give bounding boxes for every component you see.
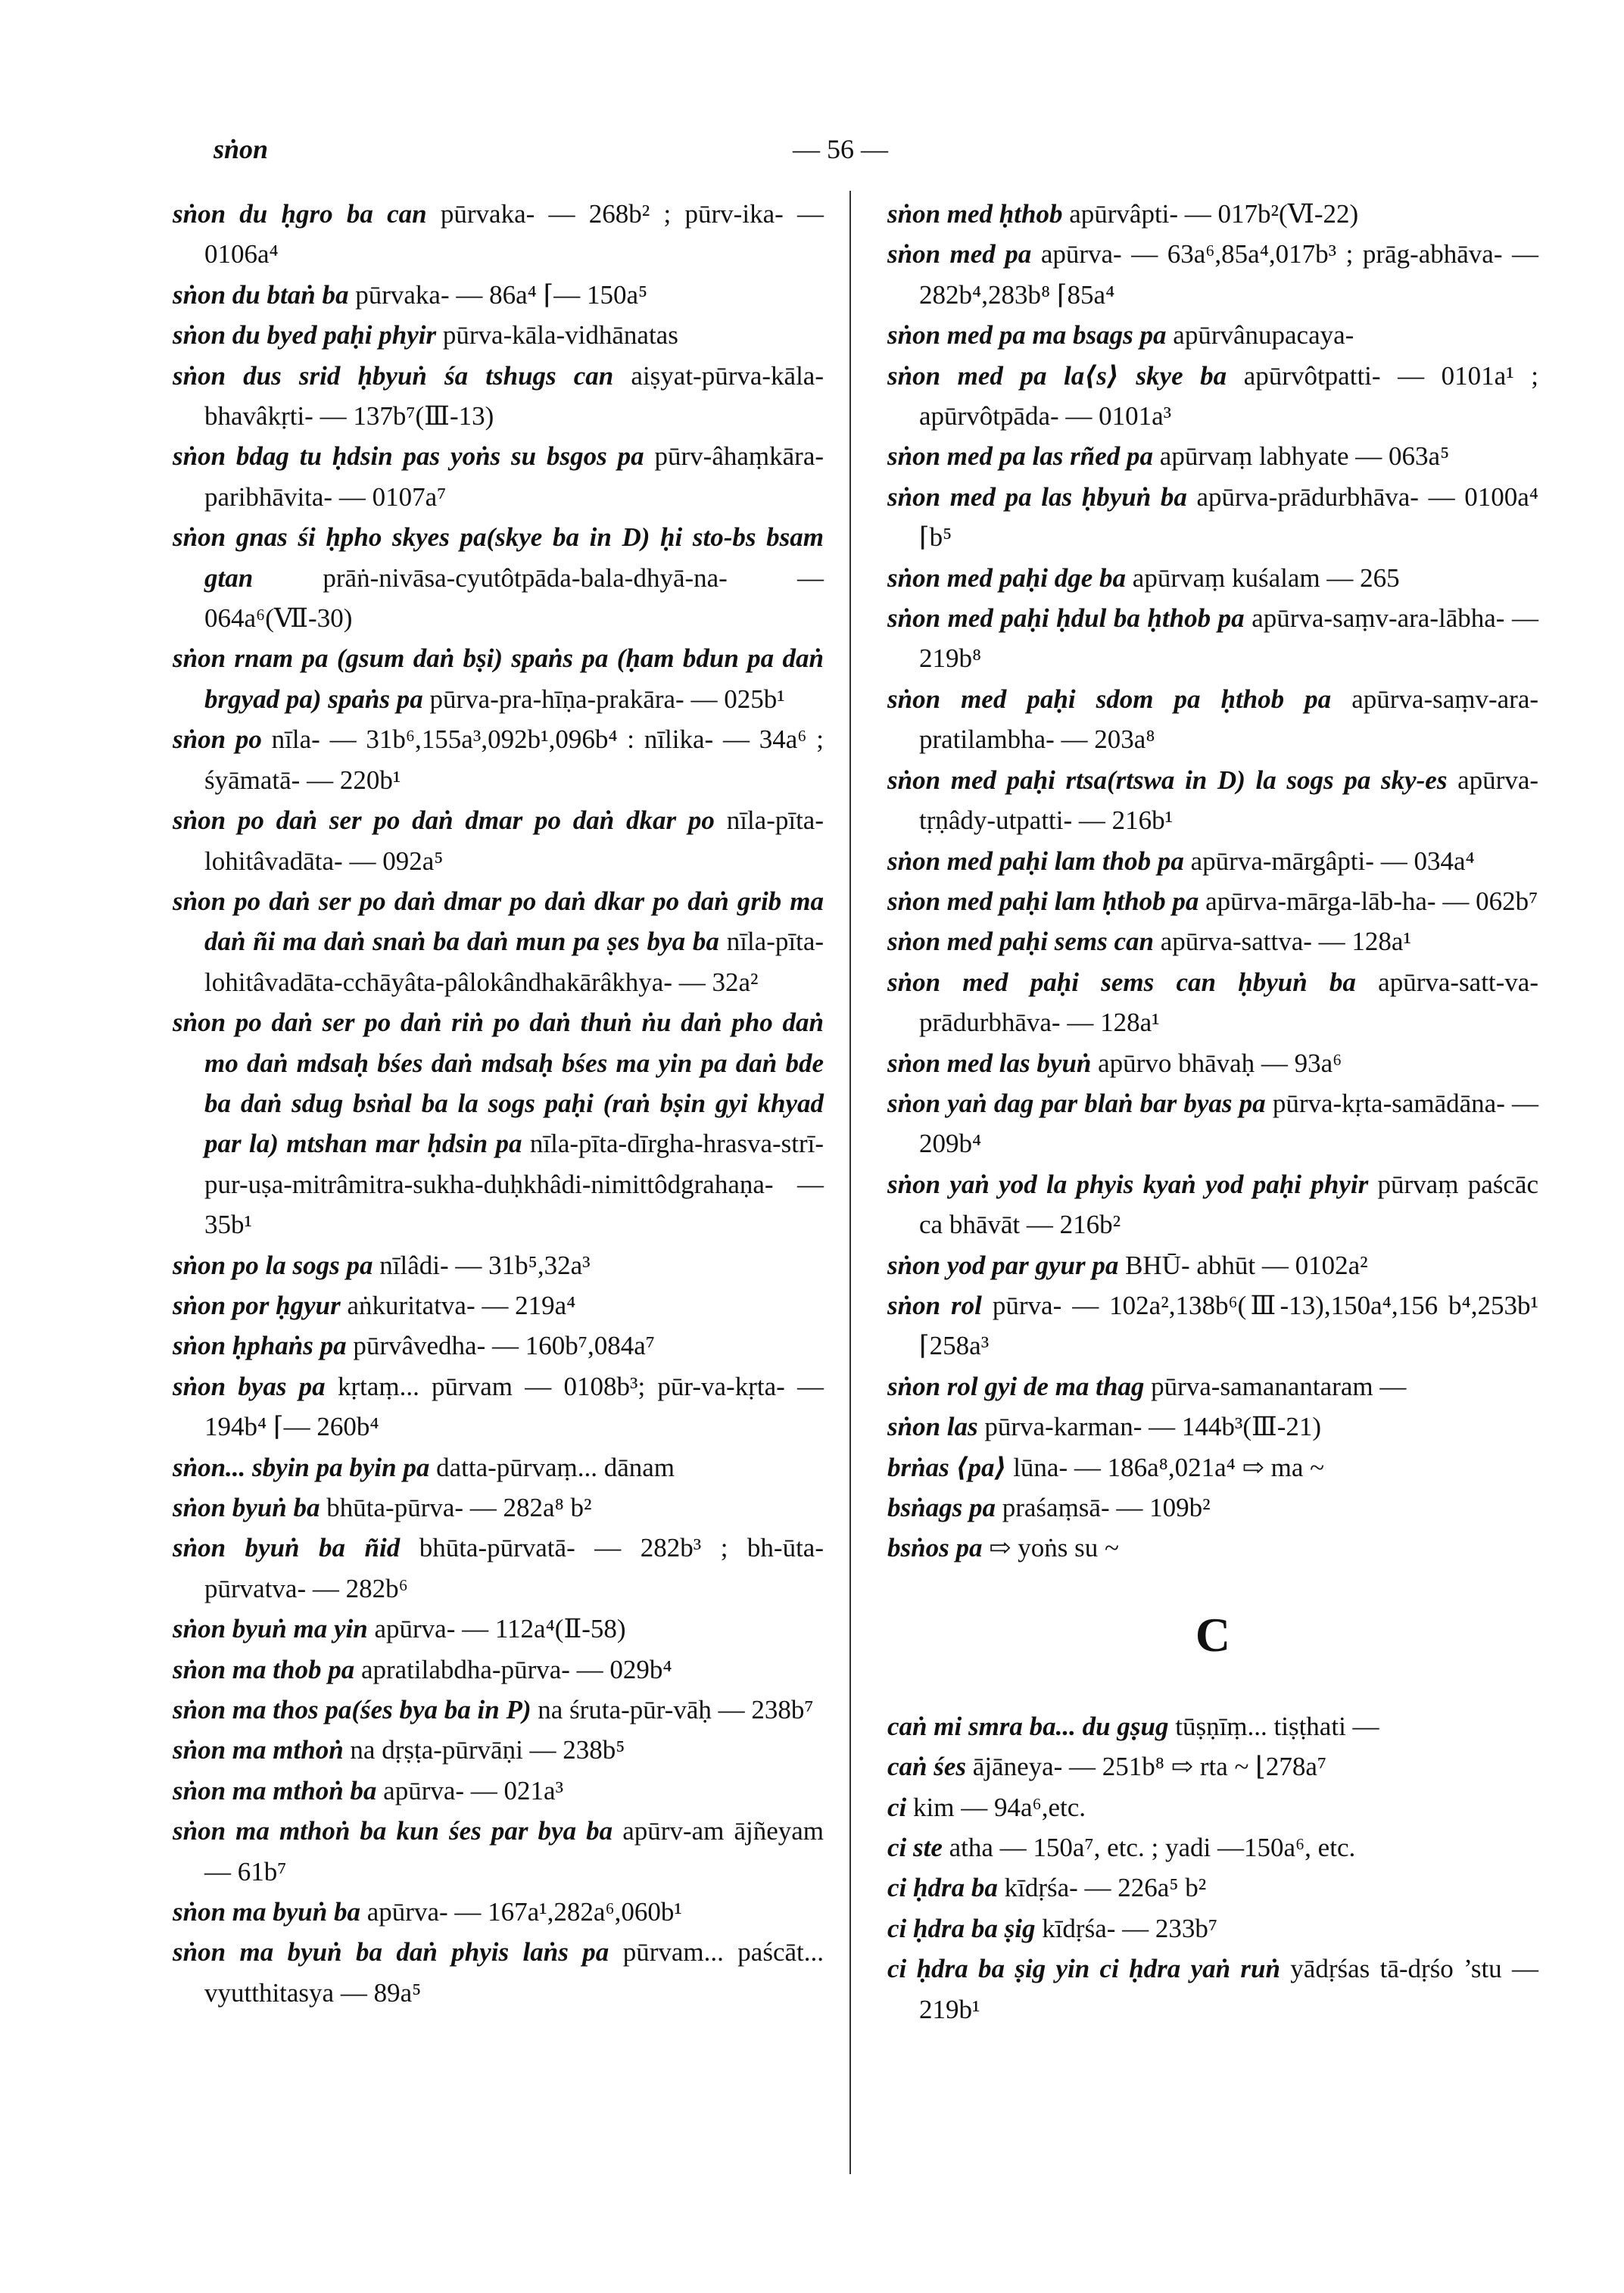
dictionary-entry bbox=[173, 1650, 824, 1690]
dictionary-entry bbox=[887, 1245, 1538, 1285]
entry-definition: apūrva-sattva- — 128a¹ bbox=[1160, 927, 1411, 957]
entry-headword: sṅon med pa la⟨s⟩ skye ba bbox=[887, 360, 1227, 391]
entry-definition: kīdṛśa- — 226a⁵ b² bbox=[1004, 1873, 1207, 1903]
entry-definition: bhūta-pūrvatā- — 282b³ ; bh-ūta-pūrvatva- — 282b⁶ bbox=[204, 1533, 824, 1603]
entry-definition: pūrva-pra-hīṇa-prakāra- — 025b¹ bbox=[429, 684, 785, 714]
dictionary-entry bbox=[887, 1787, 1538, 1827]
entry-headword: sṅon ma mthoṅ ba bbox=[173, 1775, 377, 1805]
dictionary-entry bbox=[173, 1245, 824, 1285]
entry-definition: pūrvaka- — 86a⁴ ⌈— 150a⁵ bbox=[355, 279, 648, 310]
dictionary-entry bbox=[173, 194, 824, 275]
dictionary-entry bbox=[887, 1447, 1538, 1488]
dictionary-entry bbox=[887, 881, 1538, 921]
entry-headword: ci ḥdra ba ṣig yin ci ḥdra yaṅ ruṅ bbox=[887, 1954, 1280, 1984]
dictionary-entry bbox=[887, 356, 1538, 437]
dictionary-entry bbox=[173, 1892, 824, 1932]
entry-headword: sṅon yaṅ yod la phyis kyaṅ yod paḥi phyir bbox=[887, 1169, 1369, 1199]
dictionary-entry bbox=[887, 1528, 1538, 1568]
entry-headword: sṅon las bbox=[887, 1412, 978, 1442]
entry-headword: sṅon byuṅ ba ñid bbox=[173, 1533, 401, 1563]
entry-definition: pūrva- — 102a²,138b⁶(Ⅲ-13),150a⁴,156 b⁴,253b¹ ⌈258a³ bbox=[919, 1290, 1539, 1361]
entry-definition: aiṣyat-pūrva-kāla-bhavâkṛti- — 137b⁷(Ⅲ-13) bbox=[204, 360, 824, 431]
dictionary-entry bbox=[173, 1609, 824, 1649]
entry-definition: na dṛṣṭa-pūrvāṇi — 238b⁵ bbox=[350, 1735, 625, 1765]
right-column-entries bbox=[887, 194, 1538, 1569]
entry-headword: sṅon ḥphaṅs pa bbox=[173, 1331, 347, 1361]
dictionary-entry bbox=[887, 760, 1538, 841]
entry-headword: sṅon byuṅ ma yin bbox=[173, 1614, 368, 1644]
entry-definition: bhūta-pūrva- — 282a⁸ b² bbox=[326, 1493, 592, 1522]
entry-definition: prāṅ-nivāsa-cyutôtpāda-bala-dhyā-na- — 064a⁶(Ⅶ-30) bbox=[204, 562, 824, 634]
entry-headword: caṅ śes bbox=[887, 1752, 967, 1782]
entry-headword: sṅon med pa las ḥbyuṅ ba bbox=[887, 481, 1187, 512]
entry-definition: aṅkuritatva- — 219a⁴ bbox=[347, 1290, 576, 1320]
entry-definition: nīlâdi- — 31b⁵,32a³ bbox=[379, 1250, 591, 1280]
entry-headword: sṅon med paḥi ḥdul ba ḥthob pa bbox=[887, 603, 1245, 634]
running-head: sṅon bbox=[214, 134, 269, 164]
column-divider bbox=[849, 191, 851, 2174]
dictionary-entry bbox=[173, 356, 824, 437]
entry-definition: apūrva-tṛṇâdy-utpatti- — 216b¹ bbox=[919, 765, 1539, 836]
entry-headword: sṅon du btaṅ ba bbox=[173, 279, 349, 310]
dictionary-entry bbox=[887, 1949, 1538, 2030]
entry-definition: apūrvôtpatti- — 0101a¹ ; apūrvôtpāda- — 0101a³ bbox=[919, 360, 1539, 431]
entry-headword: sṅon po bbox=[173, 724, 262, 755]
dictionary-entry bbox=[887, 598, 1538, 679]
dictionary-entry bbox=[173, 1528, 824, 1609]
entry-definition: apūrvaṃ kuśalam — 265 bbox=[1132, 562, 1400, 593]
entry-headword: caṅ mi smra ba... du gṣug bbox=[887, 1711, 1169, 1741]
entry-headword: sṅon po daṅ ser po daṅ dmar po daṅ dkar po daṅ grib ma daṅ ñi ma daṅ snaṅ ba daṅ mun pa ṣes bya ba bbox=[173, 886, 824, 957]
entry-headword: sṅon ma byuṅ ba bbox=[173, 1897, 360, 1927]
entry-headword: sṅon med paḥi rtsa(rtswa in D) la sogs pa sky-es bbox=[887, 765, 1448, 795]
entry-definition: apūrva-mārga-lāb-ha- — 062b⁷ bbox=[1205, 886, 1538, 916]
entry-definition: apūrvânupacaya- bbox=[1173, 320, 1354, 350]
dictionary-entry bbox=[887, 1868, 1538, 1908]
entry-headword: sṅon po daṅ ser po daṅ dmar po daṅ dkar po bbox=[173, 805, 715, 836]
dictionary-entry bbox=[887, 1827, 1538, 1868]
dictionary-entry bbox=[173, 1730, 824, 1770]
entry-headword: sṅon dus srid ḥbyuṅ śa tshugs can bbox=[173, 360, 614, 391]
entry-definition: ājāneya- — 251b⁸ ⇨ rta ~ ⌊278a⁷ bbox=[972, 1752, 1327, 1782]
right-column bbox=[887, 194, 1538, 2030]
dictionary-entry bbox=[173, 1690, 824, 1730]
entry-definition: apūrv-am ājñeyam — 61b⁷ bbox=[204, 1816, 824, 1886]
entry-definition: tūṣṇīṃ... tiṣṭhati — bbox=[1175, 1711, 1379, 1741]
dictionary-entry bbox=[887, 1488, 1538, 1528]
entry-definition: pūrvâvedha- — 160b⁷,084a⁷ bbox=[353, 1331, 655, 1361]
entry-headword: sṅon med pa ma bsags pa bbox=[887, 320, 1167, 350]
dictionary-entry bbox=[887, 315, 1538, 355]
dictionary-entry bbox=[887, 1706, 1538, 1746]
entry-headword: sṅon du ḥgro ba can bbox=[173, 199, 427, 229]
dictionary-entry bbox=[887, 1746, 1538, 1787]
dictionary-entry bbox=[887, 1366, 1538, 1407]
entry-headword: sṅon bdag tu ḥdsin pas yoṅs su bsgos pa bbox=[173, 441, 644, 472]
dictionary-entry bbox=[887, 1908, 1538, 1949]
dictionary-entry bbox=[887, 921, 1538, 961]
entry-headword: ci ḥdra ba ṣig bbox=[887, 1913, 1036, 1943]
dictionary-entry bbox=[173, 719, 824, 800]
entry-headword: sṅon ma thob pa bbox=[173, 1654, 355, 1684]
entry-definition: nīla- — 31b⁶,155a³,092b¹,096b⁴ : nīlika- — 34a⁶ ; śyāmatā- — 220b¹ bbox=[204, 724, 824, 795]
dictionary-entry bbox=[173, 800, 824, 881]
entry-definition: datta-pūrvaṃ... dānam bbox=[436, 1452, 675, 1482]
entry-definition: pūrva-kṛta-samādāna- — 209b⁴ bbox=[919, 1088, 1539, 1159]
entry-definition: apūrva- — 167a¹,282a⁶,060b¹ bbox=[366, 1897, 682, 1927]
entry-definition: lūna- — 186a⁸,021a⁴ ⇨ ma ~ bbox=[1013, 1452, 1325, 1482]
entry-headword: sṅon med pa las rñed pa bbox=[887, 441, 1154, 472]
dictionary-entry bbox=[887, 679, 1538, 760]
entry-headword: sṅon med paḥi dge ba bbox=[887, 562, 1127, 593]
entry-headword: sṅon po daṅ ser po daṅ riṅ po daṅ thuṅ ṅu daṅ pho daṅ mo daṅ mdsaḥ bśes daṅ mdsaḥ bśes ma yin pa daṅ bde ba daṅ sdug bsṅal ba la sogs paḥi (raṅ bṣin gyi khyad par la) mtshan mar ḥdsin pa bbox=[173, 1008, 824, 1159]
dictionary-entry bbox=[173, 638, 824, 719]
entry-definition: pūrva-kāla-vidhānatas bbox=[442, 320, 678, 350]
entry-definition: pūrv-âhaṃkāra-paribhāvita- — 0107a⁷ bbox=[204, 441, 824, 512]
entry-definition: apūrva-satt-va-prādurbhāva- — 128a¹ bbox=[919, 967, 1538, 1038]
entry-definition: pūrvaṃ paścāc ca bhāvāt — 216b² bbox=[919, 1169, 1538, 1240]
entry-headword: ci bbox=[887, 1792, 907, 1822]
entry-definition: na śruta-pūr-vāḥ — 238b⁷ bbox=[538, 1695, 814, 1725]
entry-headword: sṅon du byed paḥi phyir bbox=[173, 320, 437, 350]
dictionary-entry bbox=[173, 1285, 824, 1326]
entry-definition: apūrva- — 63a⁶,85a⁴,017b³ ; prāg-abhāva- — 282b⁴,283b⁸ ⌈85a⁴ bbox=[919, 239, 1538, 310]
entry-headword: sṅon rnam pa (gsum daṅ bṣi) spaṅs pa (ḥam bdun pa daṅ brgyad pa) spaṅs pa bbox=[173, 643, 824, 714]
page-number: — 56 — bbox=[793, 134, 888, 164]
dictionary-entry bbox=[887, 962, 1538, 1043]
entry-headword: sṅon med las byuṅ bbox=[887, 1048, 1092, 1078]
entry-headword: sṅon yod par gyur pa bbox=[887, 1250, 1119, 1280]
entry-definition: apūrva-prādurbhāva- — 0100a⁴ ⌈b⁵ bbox=[919, 481, 1539, 553]
entry-definition: pūrvaka- — 268b² ; pūrv-ika- — 0106a⁴ bbox=[204, 199, 824, 269]
entry-definition: pūrva-karman- — 144b³(Ⅲ-21) bbox=[984, 1412, 1322, 1442]
dictionary-entry bbox=[173, 1932, 824, 2013]
dictionary-entry bbox=[887, 194, 1538, 234]
entry-definition: pūrvam... paścāt... vyutthitasya — 89a⁵ bbox=[204, 1937, 824, 2008]
dictionary-entry bbox=[887, 436, 1538, 476]
entry-definition: apratilabdha-pūrva- — 029b⁴ bbox=[360, 1654, 672, 1684]
dictionary-entry bbox=[173, 1326, 824, 1366]
entry-headword: sṅon ma byuṅ ba daṅ phyis laṅs pa bbox=[173, 1937, 609, 1967]
entry-headword: sṅon gnas śi ḥpho skyes pa(skye ba in D) ḥi sto-bs bsam gtan bbox=[173, 522, 824, 593]
entry-headword: sṅon... sbyin pa byin pa bbox=[173, 1452, 430, 1482]
entry-headword: bsṅos pa bbox=[887, 1533, 983, 1563]
dictionary-entry bbox=[173, 315, 824, 355]
entry-headword: sṅon med paḥi lam ḥthob pa bbox=[887, 886, 1199, 916]
entry-definition: nīla-pīta-lohitâvadāta- — 092a⁵ bbox=[204, 805, 824, 876]
entry-headword: sṅon rol bbox=[887, 1290, 982, 1320]
dictionary-entry bbox=[887, 558, 1538, 598]
entry-definition: apūrva-mārgâpti- — 034a⁴ bbox=[1190, 846, 1475, 876]
entry-headword: sṅon po la sogs pa bbox=[173, 1250, 373, 1280]
dictionary-entry bbox=[887, 234, 1538, 315]
dictionary-entry bbox=[887, 841, 1538, 881]
entry-definition: apūrva-saṃv-ara-lābha- — 219b⁸ bbox=[919, 603, 1539, 674]
entry-headword: sṅon por ḥgyur bbox=[173, 1290, 341, 1320]
dictionary-entry bbox=[173, 1366, 824, 1447]
entry-headword: bsṅags pa bbox=[887, 1493, 996, 1522]
entry-definition: praśaṃsā- — 109b² bbox=[1002, 1493, 1211, 1522]
dictionary-entry bbox=[173, 517, 824, 638]
entry-definition: apūrvo bhāvaḥ — 93a⁶ bbox=[1098, 1048, 1342, 1078]
dictionary-entry bbox=[887, 1407, 1538, 1447]
entry-definition: kṛtaṃ... pūrvam — 0108b³; pūr-va-kṛta- — 194b⁴ ⌈— 260b⁴ bbox=[204, 1371, 824, 1442]
entry-definition: kīdṛśa- — 233b⁷ bbox=[1042, 1913, 1218, 1943]
entry-definition: atha — 150a⁷, etc. ; yadi —150a⁶, etc. bbox=[949, 1833, 1356, 1863]
dictionary-entry bbox=[173, 1447, 824, 1488]
entry-definition: apūrva- — 021a³ bbox=[383, 1775, 564, 1805]
entry-headword: sṅon yaṅ dag par blaṅ bar byas pa bbox=[887, 1088, 1266, 1118]
left-column bbox=[173, 194, 824, 2013]
dictionary-entry bbox=[173, 275, 824, 315]
dictionary-entry bbox=[887, 477, 1538, 558]
entry-definition: nīla-pīta-dīrgha-hrasva-strī-pur-uṣa-mitrâmitra-sukha-duḥkhâdi-nimittôdgrahaṇa- — 35b¹ bbox=[204, 1129, 824, 1240]
entry-definition: apūrvâpti- — 017b²(Ⅵ-22) bbox=[1069, 199, 1359, 229]
entry-definition: apūrvaṃ labhyate — 063a⁵ bbox=[1159, 441, 1450, 472]
dictionary-entry bbox=[173, 1771, 824, 1811]
entry-headword: sṅon ma mthoṅ bbox=[173, 1735, 344, 1765]
dictionary-entry bbox=[887, 1285, 1538, 1366]
entry-headword: sṅon med paḥi sdom pa ḥthob pa bbox=[887, 684, 1332, 714]
entry-headword: ci ḥdra ba bbox=[887, 1873, 998, 1903]
dictionary-entry bbox=[173, 881, 824, 1002]
dictionary-entry bbox=[173, 1002, 824, 1245]
dictionary-entry bbox=[173, 1488, 824, 1528]
dictionary-entry bbox=[173, 1811, 824, 1892]
entry-headword: sṅon ma thos pa(śes bya ba in P) bbox=[173, 1695, 531, 1725]
entry-headword: ci ste bbox=[887, 1833, 943, 1863]
dictionary-entry bbox=[173, 436, 824, 517]
entry-definition: kim — 94a⁶,etc. bbox=[913, 1792, 1086, 1822]
entry-headword: sṅon med paḥi sems can ḥbyuṅ ba bbox=[887, 967, 1356, 997]
entry-definition: BHŪ- abhūt — 0102a² bbox=[1125, 1250, 1368, 1280]
section-letter: C bbox=[1195, 1607, 1231, 1662]
entry-definition: apūrva-saṃv-ara-pratilambha- — 203a⁸ bbox=[919, 684, 1539, 755]
dictionary-entry bbox=[887, 1043, 1538, 1083]
entry-headword: sṅon rol gyi de ma thag bbox=[887, 1371, 1145, 1401]
entry-headword: sṅon med pa bbox=[887, 239, 1032, 269]
entry-definition: apūrva- — 112a⁴(Ⅱ-58) bbox=[374, 1614, 626, 1644]
entry-headword: sṅon med paḥi sems can bbox=[887, 927, 1154, 957]
entry-headword: sṅon ma mthoṅ ba kun śes par bya ba bbox=[173, 1816, 613, 1846]
entry-headword: sṅon med paḥi lam thob pa bbox=[887, 846, 1184, 876]
entry-definition: nīla-pīta-lohitâvadāta-cchāyâta-pâlokândhakārâkhya- — 32a² bbox=[204, 927, 824, 997]
entry-definition: yādṛśas tā-dṛśo ’stu — 219b¹ bbox=[919, 1954, 1539, 2024]
entry-headword: brṅas ⟨pa⟩ bbox=[887, 1452, 1007, 1482]
dictionary-entry bbox=[887, 1083, 1538, 1164]
entry-headword: sṅon byas pa bbox=[173, 1371, 326, 1401]
entry-definition: ⇨ yoṅs su ~ bbox=[989, 1533, 1119, 1563]
right-column-c-entries bbox=[887, 1706, 1538, 2030]
dictionary-entry bbox=[887, 1164, 1538, 1245]
entry-headword: sṅon byuṅ ba bbox=[173, 1493, 320, 1522]
entry-headword: sṅon med ḥthob bbox=[887, 199, 1063, 229]
entry-definition: pūrva-samanantaram — bbox=[1151, 1371, 1407, 1401]
